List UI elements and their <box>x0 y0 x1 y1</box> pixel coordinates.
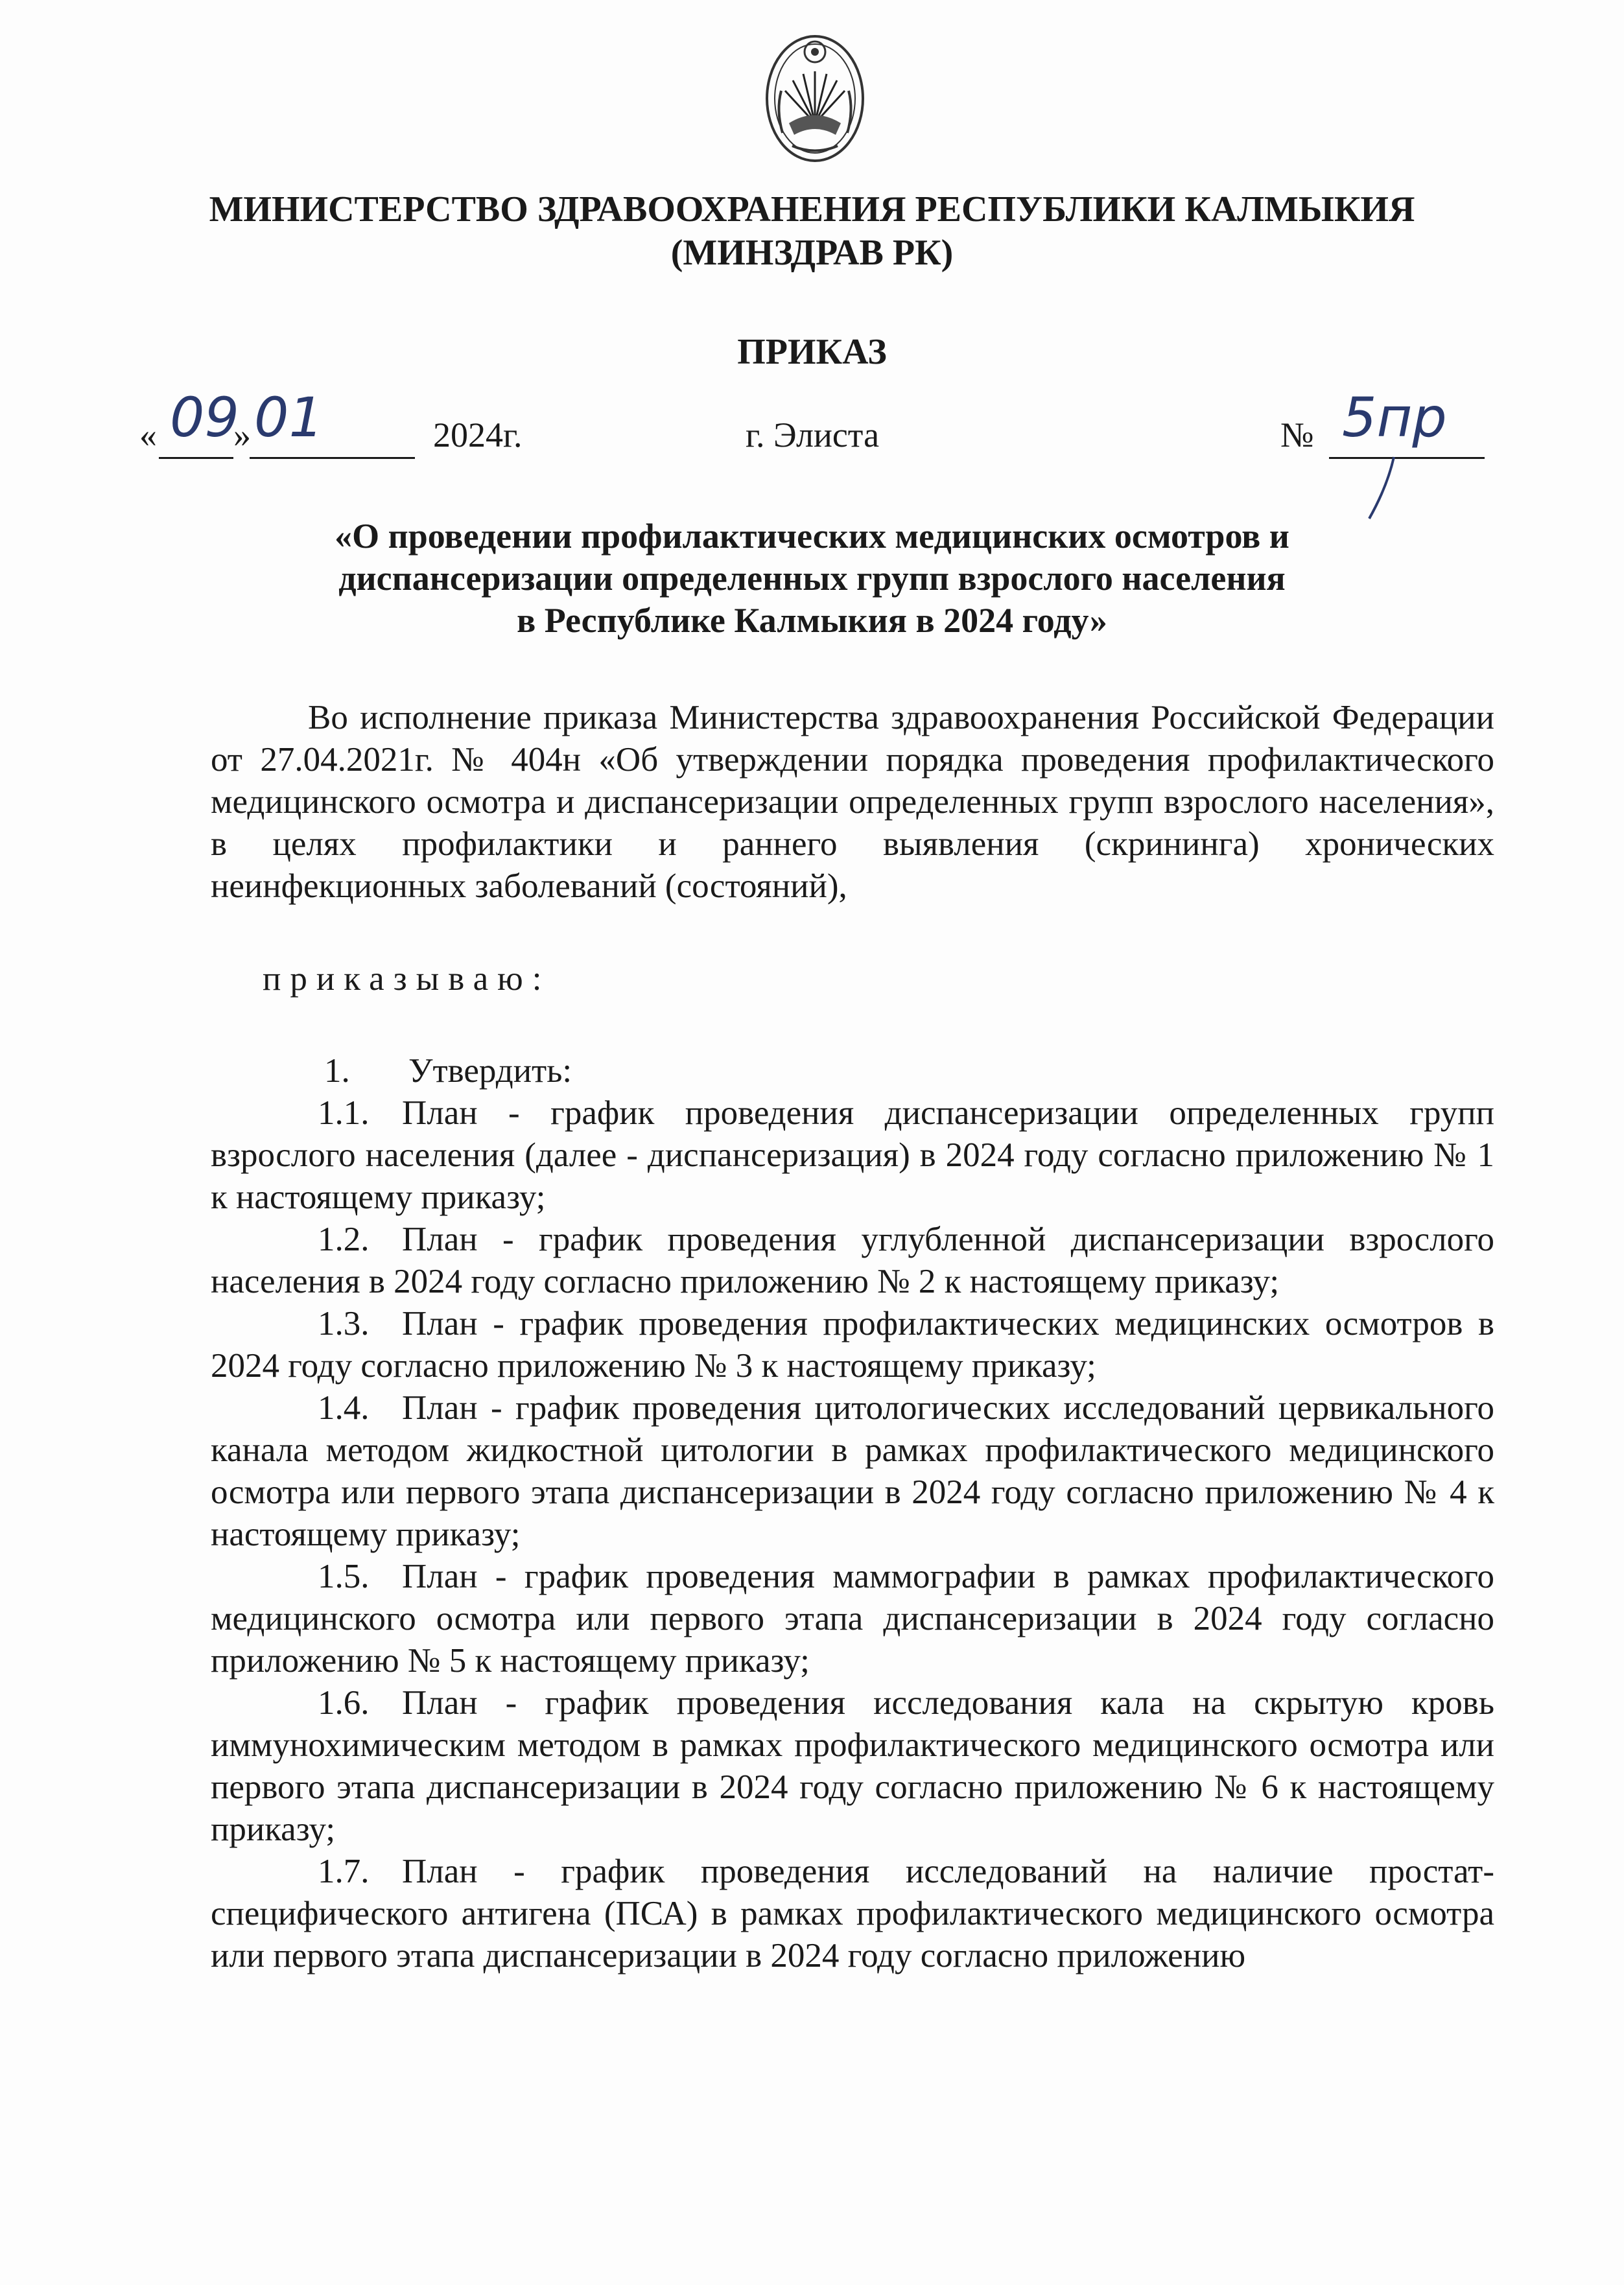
day-underline <box>159 457 233 459</box>
handwritten-stroke <box>1361 454 1400 525</box>
order-items <box>211 1050 1494 1977</box>
ministry-short-name: (МИНЗДРАВ РК) <box>670 233 954 273</box>
coat-of-arms-emblem <box>763 26 867 165</box>
month-underline <box>250 457 415 459</box>
list-item: 1.1. План - график проведения диспансеризации определенных групп взрослого населения (далее - диспансеризация) в 2024 году согласно приложению № 1 к настоящему приказу; <box>211 1094 1494 1216</box>
handwritten-day: 09 <box>170 386 239 449</box>
handwritten-month: 01 <box>254 386 324 449</box>
document-type-heading: ПРИКАЗ <box>737 332 887 372</box>
number-underline <box>1329 457 1485 459</box>
city-name: г. Элиста <box>746 416 880 454</box>
handwritten-number: 5пр <box>1342 386 1447 449</box>
list-item: 1.3. План - график проведения профилактических медицинских осмотров в 2024 году согласно приложению № 3 к настоящему приказу; <box>211 1305 1494 1385</box>
list-item: 1. Утвердить: <box>324 1052 572 1090</box>
list-item: 1.4. План - график проведения цитологических исследований цервикального канала методом жидкостной цитологии в рамках профилактического медицинского осмотра или первого этапа диспансеризации в 2024 году согласно приложению № 4 к настоящему приказу; <box>211 1389 1494 1553</box>
preamble-paragraph: Во исполнение приказа Министерства здравоохранения Российской Федерации от 27.04.2021г. № 404н «Об утверждении порядка проведения профилактического медицинского осмотра и диспансеризации определенных групп взрослого населения», в целях профилактики и раннего выявления (скрининга) хронических неинфекционных заболеваний (состояний), <box>211 699 1494 905</box>
date-open-quote: « <box>139 416 157 454</box>
list-item: 1.7. План - график проведения исследований на наличие простат-специфического антигена (ПСА) в рамках профилактического медицинского осмотра или первого этапа диспансеризации в 2024 году согласно приложению <box>211 1853 1494 1974</box>
list-item: 1.2. План - график проведения углубленной диспансеризации взрослого населения в 2024 году согласно приложению № 2 к настоящему приказу; <box>211 1221 1494 1300</box>
list-item: 1.6. План - график проведения исследования кала на скрытую кровь иммунохимическим методом в рамках профилактического медицинского осмотра или первого этапа диспансеризации в 2024 году согласно приложению № 6 к настоящему приказу; <box>211 1684 1494 1848</box>
date-close-quote: » <box>233 416 251 454</box>
order-subject: «О проведении профилактических медицинских осмотров и диспансеризации определенных групп взрослого населения в Республике Калмыкия в 2024 году» <box>335 517 1289 640</box>
number-label: № <box>1280 416 1314 454</box>
date-year: 2024г. <box>433 416 523 454</box>
order-word: приказываю: <box>263 960 551 998</box>
ministry-title: МИНИСТЕРСТВО ЗДРАВООХРАНЕНИЯ РЕСПУБЛИКИ КАЛМЫКИЯ <box>209 189 1415 229</box>
list-item: 1.5. План - график проведения маммографии в рамках профилактического медицинского осмотра или первого этапа диспансеризации в 2024 году согласно приложению № 5 к настоящему приказу; <box>211 1558 1494 1680</box>
